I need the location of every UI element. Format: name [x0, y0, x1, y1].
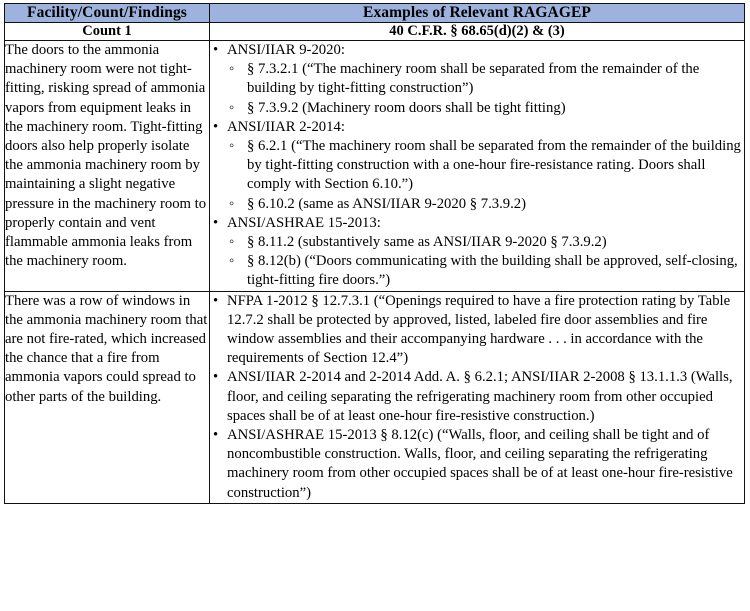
list-item [210, 368, 744, 426]
finding-cell [5, 41, 210, 292]
examples-list [210, 292, 744, 503]
list-item [210, 118, 744, 214]
finding-cell [5, 291, 210, 503]
table-header [5, 4, 745, 23]
sub-list-item-label: ◦ § 7.3.9.2 (Machinery room doors shall be tight fitting) [247, 99, 744, 118]
list-item [227, 195, 744, 214]
table-body [5, 23, 745, 504]
table-header-row [5, 4, 745, 23]
table-subheader-row [5, 23, 745, 41]
list-item-label: • ANSI/IIAR 2-2014: [227, 118, 744, 137]
examples-cell [210, 41, 745, 292]
header-cell-facility-count-findings: Facility/Count/Findings [5, 4, 210, 23]
sub-examples-list [227, 233, 744, 291]
list-item-label: • NFPA 1-2012 § 12.7.3.1 (“Openings required to have a fire protection rating by Table 12.7.2 shall be protected by approved, listed, labeled fire door assemblies and fire window assemblies and their accompanying hardware . . . in accordance with the requirements of Section 12.4”) [227, 292, 744, 369]
list-item [227, 252, 744, 290]
header-cell-examples-ragagep: Examples of Relevant RAGAGEP [210, 4, 745, 23]
list-item-label: • ANSI/ASHRAE 15-2013 § 8.12(c) (“Walls, floor, and ceiling shall be tight and of noncombustible construction. Walls, floor, and ceiling separating the refrigerating machinery room from other occupied spaces shall be of at least one-hour fire-resistive construction”) [227, 426, 744, 503]
list-item [210, 41, 744, 118]
examples-cell [210, 291, 745, 503]
sub-examples-list [227, 60, 744, 118]
sub-list-item-label: ◦ § 7.3.2.1 (“The machinery room shall be separated from the remainder of the building by tight-fitting construction”) [247, 60, 744, 98]
list-item [210, 214, 744, 291]
list-item-label: • ANSI/IIAR 2-2014 and 2-2014 Add. A. § 6.2.1; ANSI/IIAR 2-2008 § 13.1.1.3 (Walls, floor, and ceiling separating the refrigerating machinery room from other occupied spaces shall be of at least one-hour fire-resistive construction.) [227, 368, 744, 426]
subheader-cell-citation: 40 C.F.R. § 68.65(d)(2) & (3) [210, 23, 745, 41]
list-item [210, 426, 744, 503]
list-item [210, 292, 744, 369]
examples-list [210, 41, 744, 291]
subheader-cell-count: Count 1 [5, 23, 210, 41]
table-row [5, 291, 745, 503]
list-item [227, 99, 744, 118]
sub-list-item-label: ◦ § 8.12(b) (“Doors communicating with the building shall be approved, self-closing, tight-fitting fire doors.”) [247, 252, 744, 290]
finding-text: The doors to the ammonia machinery room were not tight-fitting, risking spread of ammonia vapors from equipment leaks in the machinery room. Tight-fitting doors also help properly isolate the ammonia machinery room by maintaining a slight negative pressure in the machinery room to properly contain and vent flammable ammonia leaks from the machinery room. [5, 42, 207, 270]
list-item-label: • ANSI/IIAR 9-2020: [227, 41, 744, 60]
sub-examples-list [227, 137, 744, 214]
list-item [227, 137, 744, 195]
ragagep-table [4, 3, 745, 504]
list-item [227, 60, 744, 98]
finding-text: There was a row of windows in the ammonia machinery room that are not fire-rated, which increased the chance that a fire from ammonia vapors could spread to other parts of the building. [5, 292, 208, 405]
table-row [5, 41, 745, 292]
list-item [227, 233, 744, 252]
sub-list-item-label: ◦ § 8.11.2 (substantively same as ANSI/IIAR 9-2020 § 7.3.9.2) [247, 233, 744, 252]
sub-list-item-label: ◦ § 6.2.1 (“The machinery room shall be separated from the remainder of the building by tight-fitting construction with a one-hour fire-resistance rating. Doors shall comply with Section 6.10.”) [247, 137, 744, 195]
list-item-label: • ANSI/ASHRAE 15-2013: [227, 214, 744, 233]
sub-list-item-label: ◦ § 6.10.2 (same as ANSI/IIAR 9-2020 § 7.3.9.2) [247, 195, 744, 214]
